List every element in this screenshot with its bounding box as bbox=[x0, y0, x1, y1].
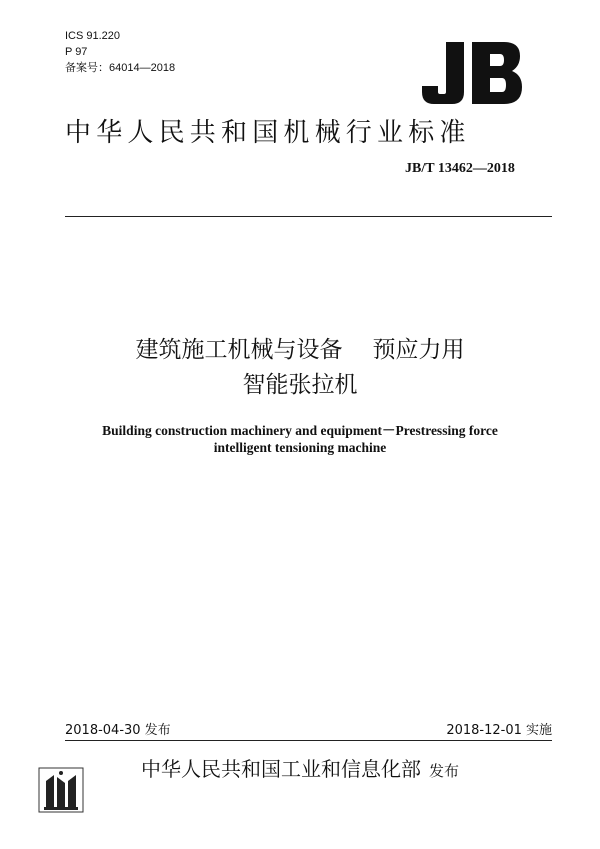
issuer-name: 中华人民共和国工业和信息化部 bbox=[140, 757, 421, 781]
header-divider bbox=[65, 216, 552, 217]
english-title-line1: Building construction machinery and equipment－Prestressing force bbox=[102, 423, 498, 438]
chinese-title-part1: 建筑施工机械与设备 bbox=[135, 337, 343, 363]
footer-divider bbox=[65, 740, 552, 741]
english-title-line2: intelligent tensioning machine bbox=[213, 440, 387, 455]
issuer-suffix: 发布 bbox=[428, 762, 459, 780]
implementation-date: 2018-12-01 实施 bbox=[446, 723, 552, 738]
standard-number: JB/T 13462—2018 bbox=[405, 161, 515, 176]
chinese-title-part2: 预应力用 bbox=[372, 337, 465, 363]
class-code: P 97 bbox=[65, 46, 88, 58]
ics-code: ICS 91.220 bbox=[65, 30, 121, 42]
standard-category-title: 中华人民共和国机械行业标准 bbox=[65, 118, 471, 148]
chinese-title-line2: 智能张拉机 bbox=[242, 372, 358, 398]
chinese-title-line1 bbox=[0, 331, 600, 364]
issue-date: 2018-04-30 发布 bbox=[65, 723, 171, 738]
record-number: 备案号：64014—2018 bbox=[65, 62, 176, 74]
jb-logo-icon bbox=[418, 38, 526, 106]
issuing-authority bbox=[0, 753, 600, 782]
classification-block bbox=[65, 28, 175, 76]
